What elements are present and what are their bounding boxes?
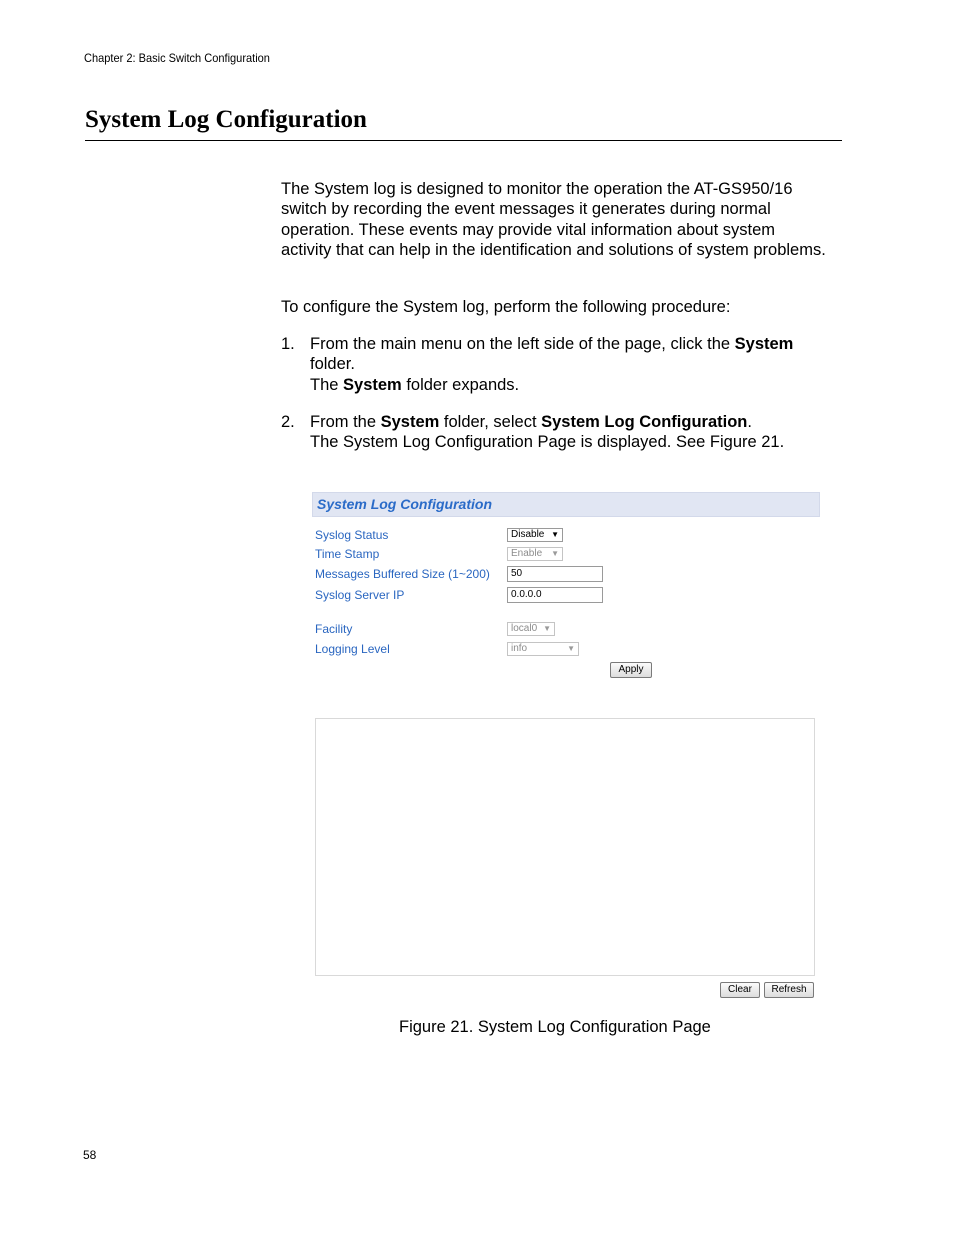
panel-header [312, 492, 820, 517]
chevron-down-icon: ▼ [551, 549, 559, 558]
section-title: System Log Configuration [85, 106, 367, 133]
figure-21-screenshot [312, 492, 820, 1002]
refresh-button[interactable]: Refresh [764, 982, 814, 998]
page-number: 58 [83, 1148, 97, 1162]
time-stamp-select[interactable]: Enable ▼ [507, 547, 563, 561]
syslog-server-ip-label: Syslog Server IP [315, 588, 405, 602]
log-display-area[interactable] [315, 718, 815, 976]
chevron-down-icon: ▼ [543, 624, 551, 633]
messages-buffered-label: Messages Buffered Size (1~200) [315, 567, 490, 581]
procedure-intro: To configure the System log, perform the following procedure: [281, 298, 731, 316]
syslog-status-label: Syslog Status [315, 528, 389, 542]
step-text: From the System folder, select System Log Configuration. The System Log Configuration Page is displayed. See Figure 21. [310, 413, 785, 452]
time-stamp-label: Time Stamp [315, 547, 380, 561]
logging-level-label: Logging Level [315, 642, 390, 656]
messages-buffered-input[interactable]: 50 [507, 566, 603, 582]
chevron-down-icon: ▼ [567, 644, 575, 653]
syslog-status-select[interactable]: Disable ▼ [507, 528, 563, 542]
chevron-down-icon: ▼ [551, 530, 559, 539]
step-text: From the main menu on the left side of the page, click the System folder. The System folder expands. [310, 335, 794, 394]
figure-caption: Figure 21. System Log Configuration Page [399, 1018, 711, 1036]
step-number: 1. [281, 335, 295, 353]
panel-title: System Log Configuration [317, 496, 492, 512]
clear-button[interactable]: Clear [720, 982, 760, 998]
intro-paragraph: The System log is designed to monitor the operation the AT-GS950/16 switch by recording the event messages it generates during normal operation. These events may provide vital information about system activity that can help in the identification and solutions of system problems. [281, 180, 826, 260]
step-number: 2. [281, 413, 295, 431]
running-header: Chapter 2: Basic Switch Configuration [84, 51, 270, 65]
title-rule [85, 140, 842, 141]
syslog-server-ip-input[interactable]: 0.0.0.0 [507, 587, 603, 603]
apply-button[interactable]: Apply [610, 662, 652, 678]
logging-level-select[interactable]: info ▼ [507, 642, 579, 656]
facility-label: Facility [315, 622, 353, 636]
facility-select[interactable]: local0 ▼ [507, 622, 555, 636]
